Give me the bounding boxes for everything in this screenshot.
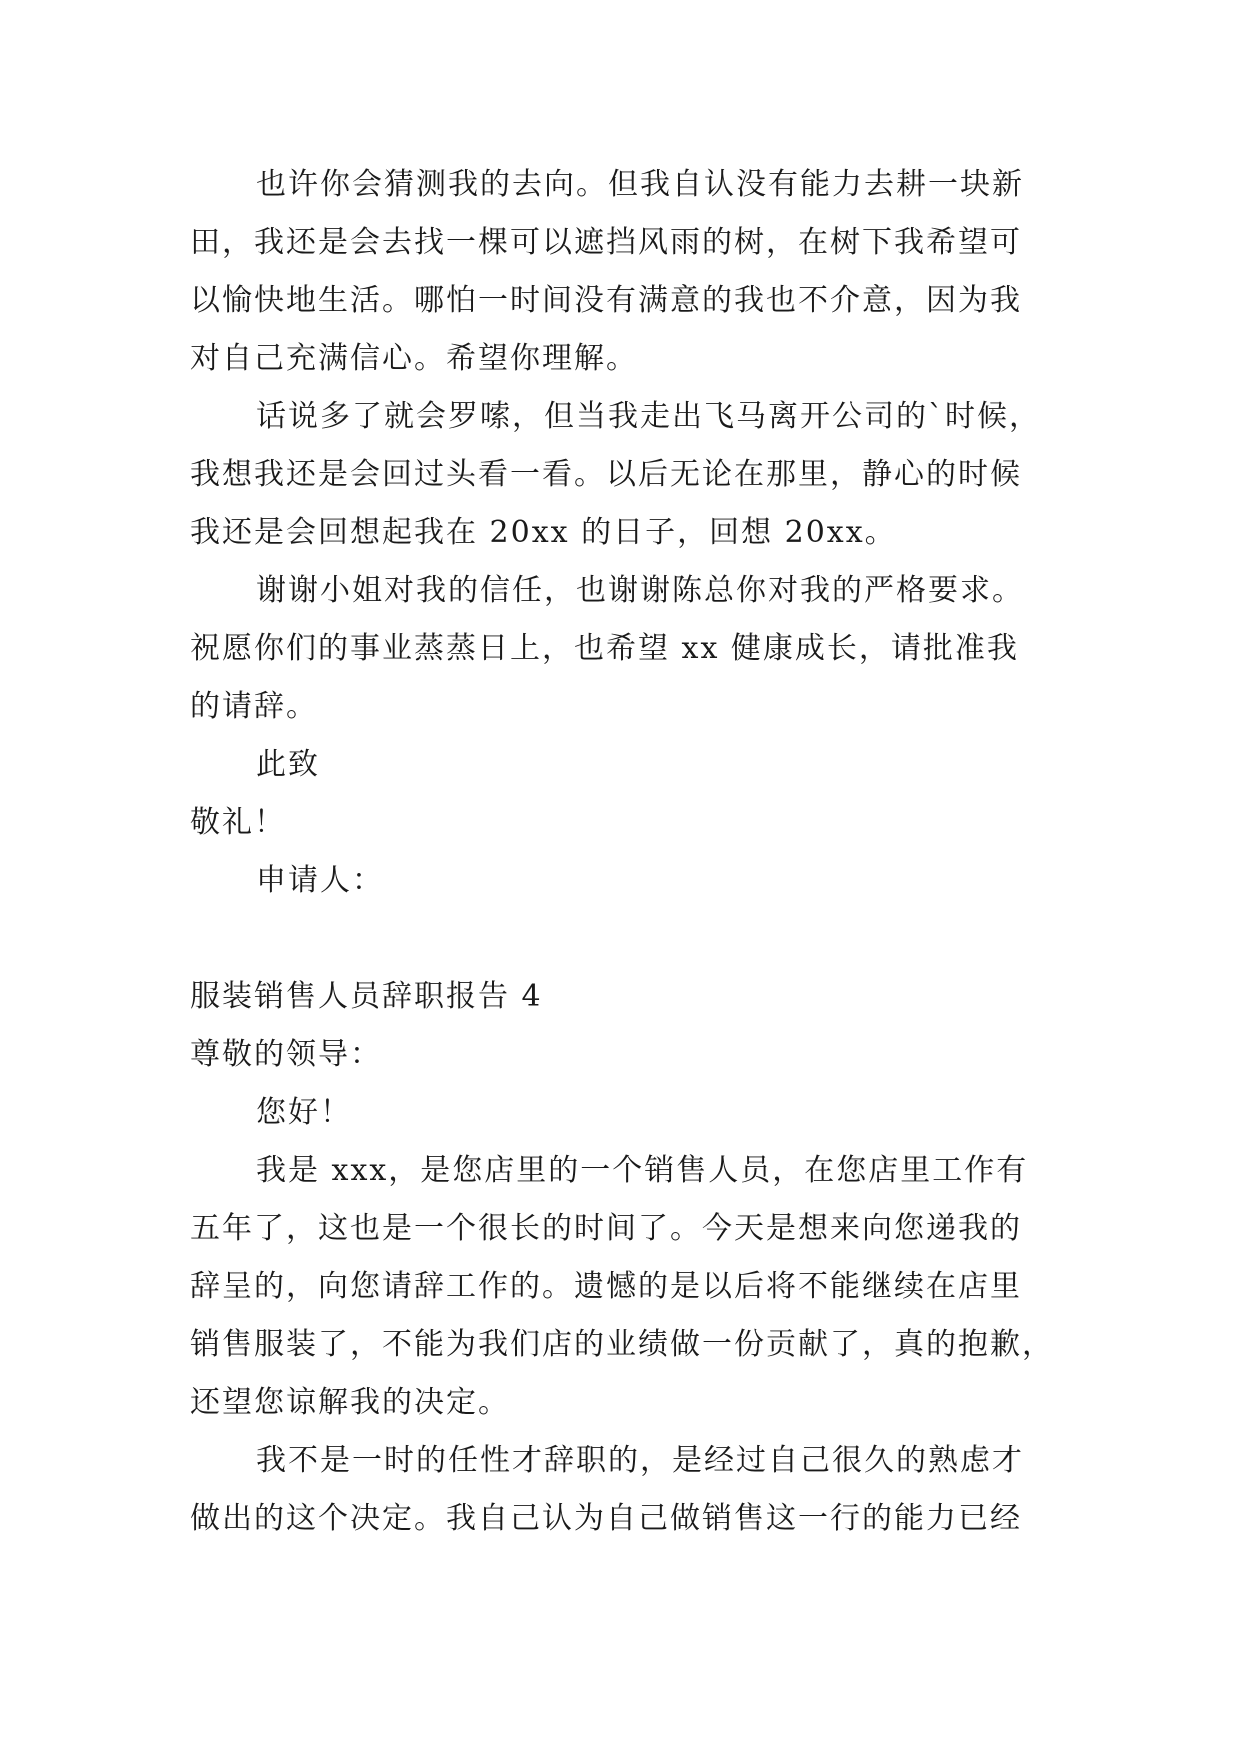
applicant-label: 申请人： [256,863,384,898]
paragraph-3-line-2: 祝愿你们的事业蒸蒸日上，也希望 xx 健康成长，请批准我 [190,631,1019,666]
paragraph-1-line-1: 也许你会猜测我的去向。但我自认没有能力去耕一块新 [256,167,1024,202]
paragraph-4-line-5: 还望您谅解我的决定。 [190,1385,510,1420]
paragraph-3-line-3: 的请辞。 [190,689,318,724]
paragraph-4-line-4: 销售服装了，不能为我们店的业绩做一份贡献了，真的抱歉， [190,1327,1054,1362]
paragraph-1-line-3: 以愉快地生活。哪怕一时间没有满意的我也不介意，因为我 [190,283,1022,318]
paragraph-4-line-3: 辞呈的，向您请辞工作的。遗憾的是以后将不能继续在店里 [190,1269,1022,1304]
paragraph-2-line-2: 我想我还是会回过头看一看。以后无论在那里，静心的时候 [190,457,1022,492]
closing-regards: 敬礼！ [190,805,286,840]
paragraph-5-line-1: 我不是一时的任性才辞职的，是经过自己很久的熟虑才 [256,1443,1024,1478]
paragraph-1-line-2: 田，我还是会去找一棵可以遮挡风雨的树，在树下我希望可 [190,225,1022,260]
paragraph-2-line-1: 话说多了就会罗嗦，但当我走出飞马离开公司的`时候， [256,399,1041,434]
paragraph-5-line-2: 做出的这个决定。我自己认为自己做销售这一行的能力已经 [190,1501,1022,1536]
paragraph-2-line-3: 我还是会回想起我在 20xx 的日子，回想 20xx。 [190,515,897,550]
closing-salutation: 此致 [256,747,320,782]
paragraph-4-line-2: 五年了，这也是一个很长的时间了。今天是想来向您递我的 [190,1211,1022,1246]
report-title: 服装销售人员辞职报告 4 [190,979,543,1014]
recipient-greeting: 尊敬的领导： [190,1037,382,1072]
greeting: 您好！ [256,1095,352,1130]
paragraph-3-line-1: 谢谢小姐对我的信任，也谢谢陈总你对我的严格要求。 [256,573,1024,608]
paragraph-4-line-1: 我是 xxx，是您店里的一个销售人员，在您店里工作有 [256,1153,1029,1188]
paragraph-1-line-4: 对自己充满信心。希望你理解。 [190,341,638,376]
